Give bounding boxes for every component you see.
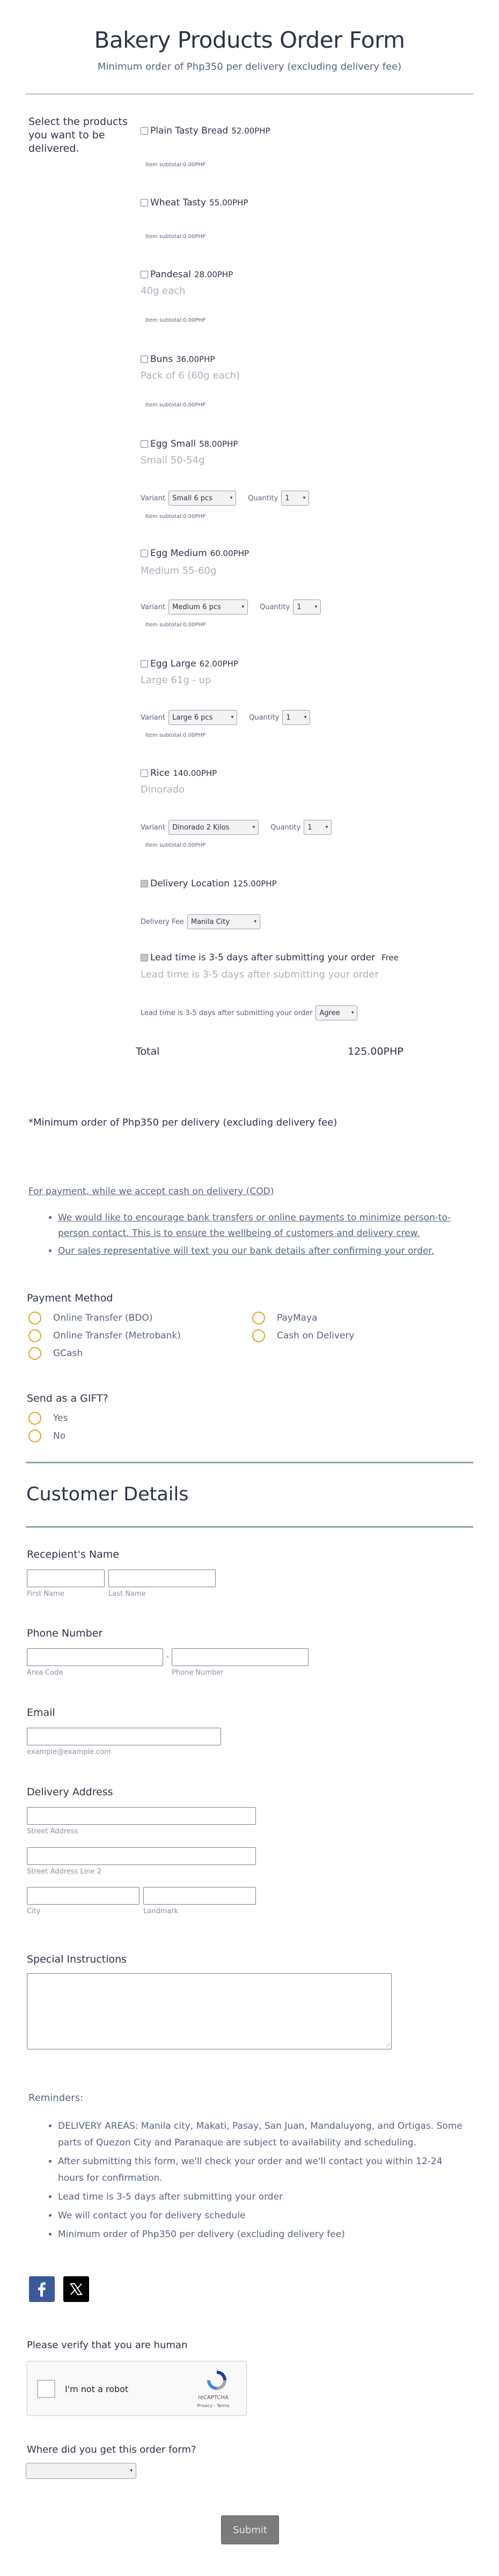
- product-price: 28.00PHP: [194, 270, 233, 279]
- list-item: • Our sales representative will text you our bank details after confirming your order.: [58, 1243, 452, 1259]
- egg-large-options: [141, 710, 310, 725]
- egg-medium-options: [141, 599, 321, 615]
- product-price: 62.00PHP: [199, 659, 238, 669]
- product-description: Small 50-54g: [141, 455, 205, 466]
- product-egg-small[interactable]: [141, 439, 238, 449]
- phone-number-label: Phone Number: [27, 1627, 103, 1639]
- source-label: Where did you get this order form?: [27, 2444, 196, 2455]
- product-pandesal[interactable]: [141, 269, 233, 280]
- product-name: Delivery Location: [150, 878, 230, 889]
- street-address-input[interactable]: [27, 1807, 256, 1825]
- variant-select[interactable]: [168, 820, 259, 835]
- variant-label: Variant: [141, 713, 166, 722]
- product-price: Free: [381, 953, 399, 963]
- variant-value: Large 6 pcs: [172, 713, 213, 722]
- x-icon[interactable]: [63, 2276, 89, 2302]
- street-address-sublabel: Street Address: [27, 1827, 78, 1835]
- lead-time-label: Lead time is 3-5 days after submitting your order: [141, 1009, 313, 1017]
- chevron-down-icon: ▾: [325, 825, 328, 830]
- radio-button[interactable]: [252, 1312, 265, 1324]
- delivery-address-label: Delivery Address: [27, 1786, 113, 1798]
- gift-label: Send as a GIFT?: [27, 1393, 108, 1404]
- product-description: Lead time is 3-5 days after submitting your order: [141, 969, 379, 980]
- product-plain-tasty-bread[interactable]: [141, 125, 270, 136]
- product-name: Plain Tasty Bread: [150, 125, 229, 136]
- phone-number-sublabel: Phone Number: [172, 1669, 224, 1677]
- product-checkbox[interactable]: [141, 954, 148, 961]
- item-subtotal: Item subtotal:0.00PHP: [145, 234, 206, 240]
- street-address-line2-input[interactable]: [27, 1847, 256, 1865]
- section-divider: [26, 1526, 473, 1528]
- lead-time-value: Agree: [319, 1009, 340, 1017]
- rice-options: [141, 820, 332, 835]
- first-name-input[interactable]: [27, 1570, 105, 1587]
- option-label: Yes: [53, 1413, 68, 1424]
- recaptcha-brand: reCAPTCHA: [198, 2395, 229, 2401]
- payment-info: For payment, while we accept cash on delivery (COD): [28, 1186, 274, 1197]
- last-name-input[interactable]: [108, 1570, 216, 1587]
- total-value: 125.00PHP: [348, 1046, 403, 1057]
- product-description: Pack of 6 (60g each): [141, 370, 240, 381]
- product-buns[interactable]: [141, 354, 215, 365]
- product-name: Rice: [150, 768, 170, 779]
- quantity-value: 1: [285, 494, 290, 502]
- product-checkbox[interactable]: [141, 550, 148, 557]
- product-checkbox[interactable]: [141, 880, 148, 887]
- product-price: 36.00PHP: [176, 354, 215, 364]
- product-name: Pandesal: [150, 269, 191, 280]
- page-title: Bakery Products Order Form: [94, 27, 405, 53]
- product-price: 125.00PHP: [232, 879, 277, 889]
- product-description: Large 61g - up: [141, 675, 211, 686]
- option-label: No: [53, 1431, 66, 1441]
- chevron-down-icon: ▾: [351, 1010, 354, 1016]
- reminders-label: Reminders:: [28, 2092, 84, 2104]
- option-label: Cash on Delivery: [277, 1330, 355, 1341]
- recaptcha-label: I'm not a robot: [65, 2384, 129, 2394]
- submit-button[interactable]: Submit: [221, 2515, 279, 2544]
- item-subtotal: Item subtotal:0.00PHP: [145, 732, 206, 738]
- area-code-input[interactable]: [27, 1648, 163, 1666]
- payment-option-cod[interactable]: [252, 1329, 354, 1342]
- page-subtitle: Minimum order of Php350 per delivery (excluding delivery fee): [97, 61, 402, 72]
- delivery-fee-options: [141, 914, 260, 929]
- item-subtotal: Item subtotal:0.00PHP: [145, 402, 206, 408]
- product-description: 40g each: [141, 285, 186, 297]
- item-subtotal: Item subtotal:0.00PHP: [145, 842, 206, 848]
- radio-button[interactable]: [28, 1347, 41, 1360]
- recaptcha-checkbox[interactable]: [37, 2380, 55, 2398]
- product-price: 52.00PHP: [231, 126, 270, 136]
- delivery-fee-value: Manila City: [190, 917, 230, 926]
- product-lead-time[interactable]: [141, 952, 399, 963]
- option-label: GCash: [53, 1348, 83, 1359]
- product-name: Egg Small: [150, 439, 196, 449]
- variant-value: Medium 6 pcs: [172, 603, 221, 611]
- chevron-down-icon: ▾: [314, 604, 318, 610]
- egg-small-options: [141, 491, 309, 506]
- payment-option-metrobank[interactable]: [28, 1329, 181, 1342]
- variant-label: Variant: [141, 494, 166, 502]
- city-input[interactable]: [27, 1887, 140, 1905]
- list-item: • We will contact you for delivery schedule: [58, 2208, 466, 2224]
- verify-label: Please verify that you are human: [27, 2340, 188, 2351]
- variant-label: Variant: [141, 823, 166, 832]
- quantity-select[interactable]: [304, 820, 332, 835]
- product-price: 55.00PHP: [209, 198, 248, 208]
- option-label: Online Transfer (Metrobank): [53, 1330, 181, 1341]
- list-item: • Lead time is 3-5 days after submitting your order: [58, 2189, 466, 2205]
- radio-button[interactable]: [252, 1329, 265, 1342]
- chevron-down-icon: ▾: [252, 825, 255, 830]
- quantity-select[interactable]: [281, 491, 309, 506]
- chevron-down-icon: ▾: [231, 715, 234, 720]
- quantity-select[interactable]: [293, 599, 321, 615]
- list-item: • Minimum order of Php350 per delivery (excluding delivery fee): [58, 2226, 466, 2243]
- recipient-name-label: Recepient's Name: [27, 1549, 119, 1560]
- quantity-value: 1: [297, 603, 302, 611]
- customer-details-heading: Customer Details: [26, 1484, 189, 1505]
- list-item: • After submitting this form, we'll check your order and we'll contact you within 12-24 hours for confirmation.: [58, 2153, 466, 2187]
- product-price: 58.00PHP: [199, 439, 238, 449]
- product-name: Buns: [150, 354, 173, 365]
- chevron-down-icon: ▾: [254, 919, 256, 924]
- product-name: Lead time is 3-5 days after submitting your order: [150, 952, 376, 963]
- lead-time-select[interactable]: [315, 1005, 357, 1020]
- option-label: Online Transfer (BDO): [53, 1313, 153, 1323]
- quantity-select[interactable]: [282, 710, 310, 725]
- chevron-down-icon: ▾: [230, 495, 233, 501]
- resize-handle-icon[interactable]: ⟋: [386, 2042, 390, 2048]
- min-order-note: *Minimum order of Php350 per delivery (excluding delivery fee): [28, 1117, 337, 1128]
- product-checkbox[interactable]: [141, 660, 148, 668]
- radio-button[interactable]: [28, 1329, 41, 1342]
- product-wheat-tasty[interactable]: [141, 197, 248, 208]
- product-description: Dinorado: [141, 784, 185, 795]
- phone-dash: -: [166, 1653, 170, 1661]
- product-name: Egg Medium: [150, 548, 207, 559]
- last-name-sublabel: Last Name: [108, 1590, 146, 1598]
- area-code-sublabel: Area Code: [27, 1669, 63, 1677]
- product-checkbox[interactable]: [141, 127, 148, 135]
- radio-button[interactable]: [28, 1312, 41, 1324]
- variant-label: Variant: [141, 603, 166, 611]
- product-name: Wheat Tasty: [150, 197, 207, 208]
- product-checkbox[interactable]: [141, 440, 148, 448]
- item-subtotal: Item subtotal:0.00PHP: [145, 622, 206, 628]
- variant-select[interactable]: [168, 491, 236, 506]
- quantity-value: 1: [307, 823, 312, 832]
- phone-number-input[interactable]: [172, 1648, 309, 1666]
- payment-option-paymaya[interactable]: [252, 1312, 318, 1324]
- quantity-label: Quantity: [270, 823, 301, 832]
- payment-option-gcash[interactable]: [28, 1347, 83, 1360]
- payment-option-bdo[interactable]: [28, 1312, 152, 1324]
- payment-bullets: [58, 1210, 452, 1261]
- payment-method-label: Payment Method: [27, 1292, 113, 1304]
- special-instructions-textarea[interactable]: [27, 1973, 392, 2049]
- email-sublabel: example@example.com: [27, 1748, 111, 1756]
- product-checkbox[interactable]: [141, 199, 148, 206]
- quantity-label: Quantity: [249, 713, 280, 722]
- product-price: 60.00PHP: [210, 549, 249, 558]
- product-egg-medium[interactable]: [141, 548, 249, 559]
- product-delivery-location[interactable]: [141, 878, 277, 889]
- product-checkbox[interactable]: [141, 769, 148, 777]
- reminders-list: [58, 2118, 466, 2245]
- landmark-input[interactable]: [143, 1887, 256, 1905]
- product-name: Egg Large: [150, 658, 196, 669]
- products-question-label: Select the products you want to be delivered.: [28, 116, 128, 154]
- lead-time-options: [141, 1005, 357, 1020]
- chevron-down-icon: ▾: [130, 2468, 133, 2474]
- radio-button[interactable]: [28, 1430, 41, 1442]
- quantity-label: Quantity: [248, 494, 278, 502]
- quantity-value: 1: [286, 713, 291, 722]
- section-divider: [26, 1462, 473, 1463]
- chevron-down-icon: ▾: [304, 715, 307, 720]
- item-subtotal: Item subtotal:0.00PHP: [145, 162, 206, 168]
- delivery-fee-select[interactable]: [187, 914, 260, 929]
- street-address-line2-sublabel: Street Address Line 2: [27, 1868, 102, 1876]
- quantity-label: Quantity: [260, 603, 290, 611]
- product-price: 140.00PHP: [173, 768, 217, 778]
- source-select[interactable]: [26, 2463, 136, 2479]
- list-item: • We would like to encourage bank transfers or online payments to minimize person-to-person contact. This is to ensure the wellbeing of customers and delivery crew.: [58, 1210, 452, 1241]
- variant-value: Dinorado 2 Kilos: [172, 823, 230, 832]
- product-egg-large[interactable]: [141, 658, 238, 669]
- chevron-down-icon: ▾: [303, 495, 306, 501]
- list-item: • DELIVERY AREAS: Manila city, Makati, Pasay, San Juan, Mandaluyong, and Ortigas. Some parts of Quezon City and Paranaque are subject to availability and scheduling.: [58, 2118, 466, 2151]
- special-instructions-label: Special Instructions: [27, 1953, 127, 1965]
- landmark-sublabel: Landmark: [143, 1907, 179, 1915]
- product-description: Medium 55-60g: [141, 565, 217, 576]
- product-checkbox[interactable]: [141, 356, 148, 363]
- chevron-down-icon: ▾: [241, 604, 245, 610]
- variant-select[interactable]: [168, 710, 237, 725]
- first-name-sublabel: First Name: [27, 1590, 64, 1598]
- radio-button[interactable]: [28, 1412, 41, 1425]
- product-checkbox[interactable]: [141, 271, 148, 278]
- total-label: Total: [136, 1046, 160, 1057]
- recaptcha-links[interactable]: Privacy - Terms: [197, 2403, 230, 2408]
- facebook-icon[interactable]: [29, 2276, 55, 2302]
- gift-option-no[interactable]: [28, 1430, 65, 1442]
- recaptcha-logo-icon: [203, 2370, 230, 2392]
- delivery-fee-label: Delivery Fee: [141, 917, 184, 926]
- header-divider: [26, 93, 473, 95]
- item-subtotal: Item subtotal:0.00PHP: [145, 514, 206, 520]
- city-sublabel: City: [27, 1907, 41, 1915]
- variant-value: Small 6 pcs: [172, 494, 212, 502]
- product-rice[interactable]: [141, 768, 217, 779]
- recaptcha-widget: [27, 2361, 247, 2416]
- email-input[interactable]: [27, 1728, 221, 1745]
- option-label: PayMaya: [277, 1313, 318, 1323]
- variant-select[interactable]: [168, 599, 248, 615]
- item-subtotal: Item subtotal:0.00PHP: [145, 317, 206, 323]
- email-label: Email: [27, 1707, 55, 1719]
- gift-option-yes[interactable]: [28, 1412, 68, 1425]
